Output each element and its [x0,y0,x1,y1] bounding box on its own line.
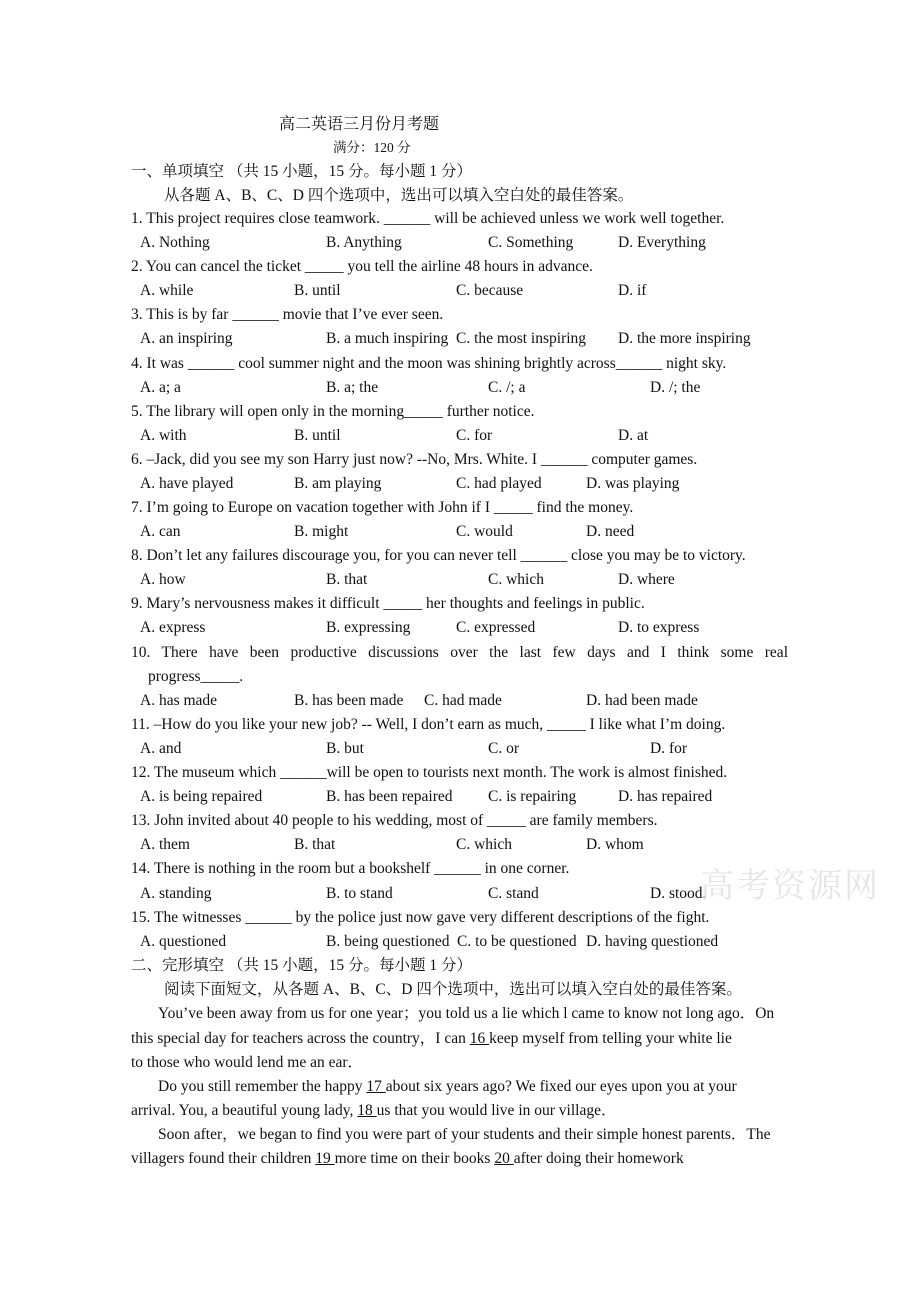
option-8d: D. where [618,571,675,588]
option-11a: A. and [140,740,182,757]
question-10-cont: progress_____. [148,668,244,685]
option-10d: D. had been made [586,692,698,709]
option-3b: B. a much inspiring [326,330,449,347]
question-4: 4. It was ______ cool summer night and the moon was shining brightly across______ night sky. [131,355,727,372]
option-14d: D. stood. [650,885,707,902]
option-11b: B. but [326,740,364,757]
option-7b: B. might [294,523,349,540]
option-13b: B. that [294,836,336,853]
option-9a: A. express [140,619,206,636]
option-1d: D. Everything [618,234,706,251]
option-9d: D. to express [618,619,700,636]
section2-instruction: 阅读下面短文，从各题 A、B、C、D 四个选项中，选出可以填入空白处的最佳答案。 [164,981,742,998]
passage-p3-line2 [131,1149,684,1169]
question-10: 10. There have been productive discussions over the last few days and I think some real [131,644,788,661]
passage-p1-line2 [131,1029,732,1049]
question-7: 7. I’m going to Europe on vacation together with John if I _____ find the money. [131,499,634,516]
section2-heading: 二、完形填空 （共 15 小题，15 分。每小题 1 分） [131,957,473,974]
option-7d: D. need [586,523,635,540]
option-1c: C. Something [488,234,574,251]
option-7c: C. would [456,523,513,540]
option-6c: C. had played [456,475,542,492]
question-5: 5. The library will open only in the morning_____ further notice. [131,403,535,420]
total-score: 满分：120 分 [333,140,411,155]
option-2c: C. because [456,282,524,299]
passage-text: keep myself from telling your white lie [489,1030,732,1047]
option-8c: C. which [488,571,544,588]
question-14: 14. There is nothing in the room but a bookshelf ______ in one corner. [131,860,570,877]
section1-instruction: 从各题 A、B、C、D 四个选项中，选出可以填入空白处的最佳答案。 [164,187,634,204]
question-15: 15. The witnesses ______ by the police just now gave very different descriptions of the fight. [131,909,710,926]
passage-text: more time on their books [334,1150,495,1167]
question-8: 8. Don’t let any failures discourage you, for you can never tell ______ close you may be to victory. [131,547,746,564]
page-title: 高二英语三月份月考题 [279,116,440,133]
question-11: 11. –How do you like your new job? -- Well, I don’t earn as much, _____ I like what I’m doing. [131,716,726,733]
option-4a: A. a; a [140,379,181,396]
option-2a: A. while [140,282,194,299]
option-13c: C. which [456,836,512,853]
option-2d: D. if [618,282,647,299]
option-10b: B. has been made [294,692,404,709]
passage-text: Do you still remember the happy [158,1078,367,1095]
option-8a: A. how [140,571,186,588]
option-11d: D. for [650,740,688,757]
blank-16: 16 [469,1030,490,1047]
passage-p3-line1: Soon after，we began to find you were part of your students and their simple honest parents．The [158,1126,771,1143]
passage-text: villagers found their children [131,1150,316,1167]
option-15a: A. questioned [140,933,227,950]
passage-p1-line3: to those who would lend me an ear． [131,1054,364,1071]
option-15d: D. having questioned [586,933,719,950]
option-14b: B. to stand [326,885,393,902]
section1-heading: 一、单项填空 （共 15 小题，15 分。每小题 1 分） [131,163,473,180]
option-4c: C. /; a [488,379,526,396]
question-2: 2. You can cancel the ticket _____ you tell the airline 48 hours in advance. [131,258,593,275]
option-8b: B. that [326,571,368,588]
question-1: 1. This project requires close teamwork. ______ will be achieved unless we work well together. [131,210,725,227]
question-3: 3. This is by far ______ movie that I’ve ever seen. [131,306,444,323]
option-11c: C. or [488,740,519,757]
passage-text: us that you would live in our village． [376,1102,617,1119]
passage-text: this special day for teachers across the country，I can [131,1030,470,1047]
question-6: 6. –Jack, did you see my son Harry just now? --No, Mrs. White. I ______ computer games. [131,451,698,468]
option-6a: A. have played [140,475,234,492]
option-5a: A. with [140,427,187,444]
option-15c: C. to be questioned [457,933,577,950]
passage-p1-line1: You’ve been away from us for one year；you told us a lie which l came to know not long ago．On [158,1005,775,1022]
option-14a: A. standing [140,885,212,902]
passage-p2-line2 [131,1101,616,1121]
option-6d: D. was playing [586,475,680,492]
option-1a: A. Nothing [140,234,210,251]
blank-18: 18 [357,1102,377,1119]
option-15b: B. being questioned [326,933,450,950]
option-5b: B. until [294,427,341,444]
option-12d: D. has repaired [618,788,713,805]
option-4d: D. /; the [650,379,701,396]
option-9b: B. expressing [326,619,411,636]
option-3c: C. the most inspiring [456,330,587,347]
option-14c: C. stand [488,885,539,902]
option-2b: B. until [294,282,341,299]
watermark: 高考资源网 [700,866,880,906]
option-9c: C. expressed [456,619,536,636]
option-12a: A. is being repaired [140,788,263,805]
option-3a: A. an inspiring [140,330,233,347]
passage-text: after doing their homework [513,1150,684,1167]
blank-17: 17 [366,1078,386,1095]
option-5d: D. at [618,427,649,444]
option-5c: C. for [456,427,493,444]
option-7a: A. can [140,523,181,540]
option-3d: D. the more inspiring [618,330,751,347]
option-13d: D. whom [586,836,644,853]
option-1b: B. Anything [326,234,402,251]
question-13: 13. John invited about 40 people to his wedding, most of _____ are family members. [131,812,658,829]
option-10c: C. had made [424,692,502,709]
blank-20: 20 [494,1150,514,1167]
option-4b: B. a; the [326,379,379,396]
option-12c: C. is repairing [488,788,577,805]
blank-19: 19 [315,1150,335,1167]
question-12: 12. The museum which ______will be open to tourists next month. The work is almost finished. [131,764,728,781]
question-9: 9. Mary’s nervousness makes it difficult _____ her thoughts and feelings in public. [131,595,645,612]
option-6b: B. am playing [294,475,382,492]
passage-text: about six years ago? We fixed our eyes upon you at your [385,1078,737,1095]
option-10a: A. has made [140,692,218,709]
option-12b: B. has been repaired [326,788,453,805]
passage-text: arrival. You, a beautiful young lady, [131,1102,358,1119]
passage-p2-line1 [158,1077,737,1097]
option-13a: A. them [140,836,190,853]
